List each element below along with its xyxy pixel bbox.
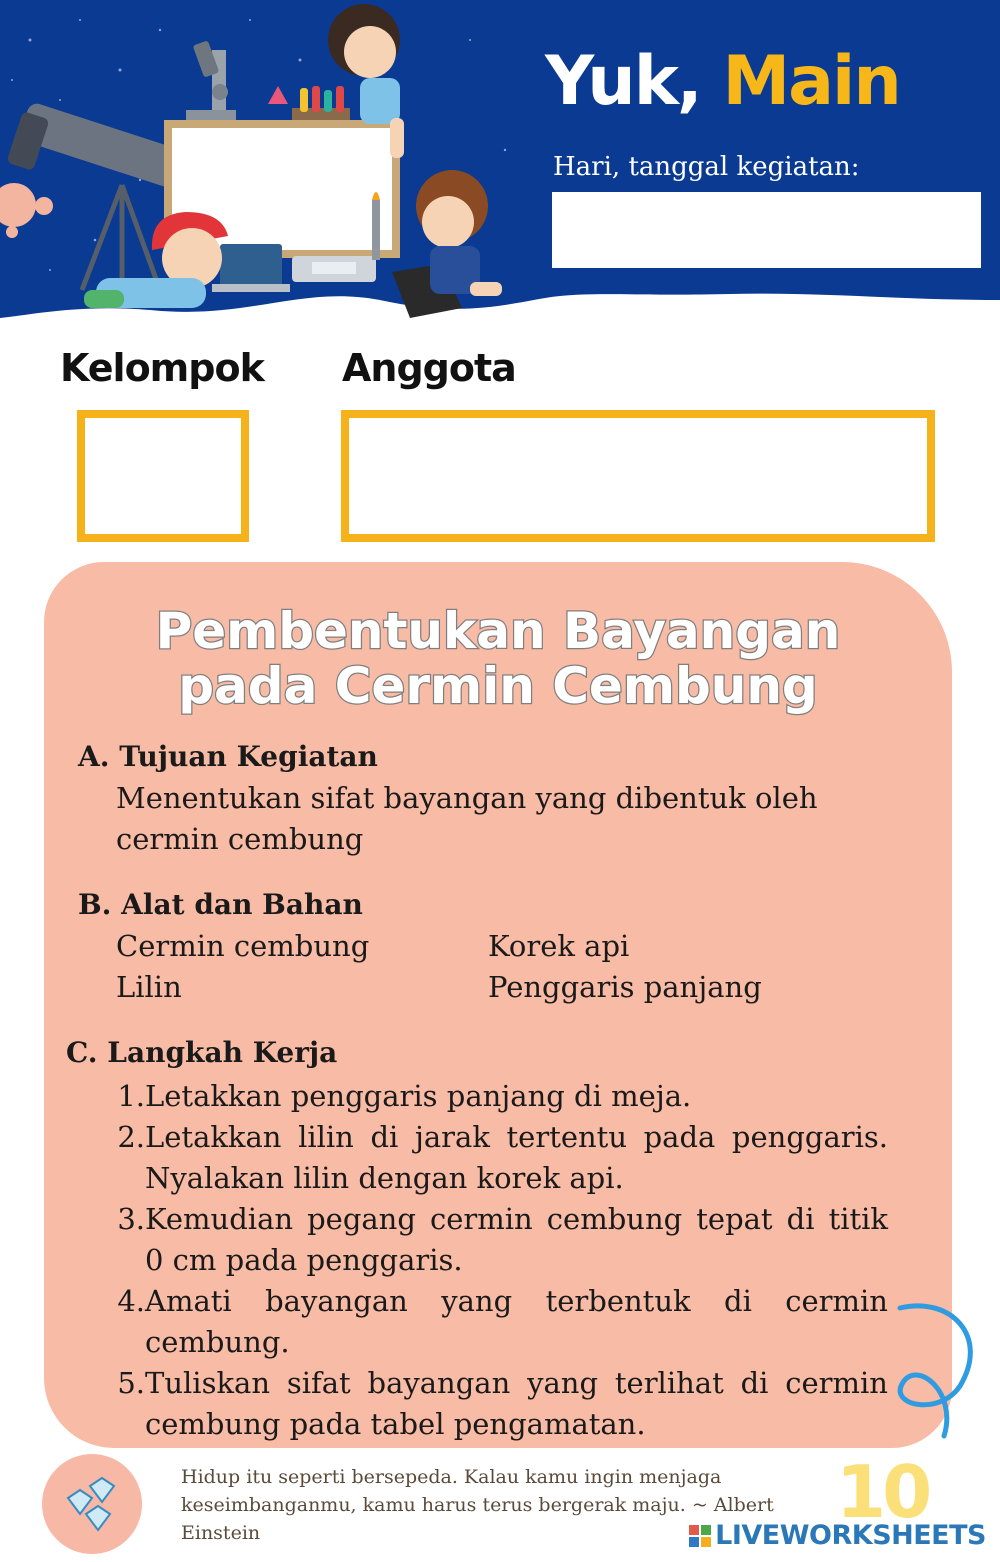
squiggle-decoration (880, 1296, 990, 1456)
page-number: 10 (836, 1450, 929, 1534)
step-number: 3. (117, 1202, 145, 1236)
material-item: Penggaris panjang (488, 970, 762, 1004)
step-item (116, 1076, 888, 1117)
step-text: Kemudian pegang cermin cembung tepat di titik 0 cm pada penggaris. (145, 1202, 888, 1277)
page-title (545, 42, 900, 121)
step-number: 5. (117, 1366, 145, 1400)
step-item (116, 1199, 888, 1281)
liveworksheets-logo: LIVEWORKSHEETS (689, 1520, 986, 1551)
anggota-label: Anggota (342, 346, 516, 390)
step-number: 4. (117, 1284, 145, 1318)
logo-icon (689, 1525, 711, 1547)
date-input-field[interactable] (552, 192, 981, 268)
material-item: Cermin cembung (116, 929, 370, 963)
step-item (116, 1281, 888, 1363)
step-text: Letakkan lilin di jarak tertentu pada penggaris. Nyalakan lilin dengan korek api. (145, 1120, 888, 1195)
kelompok-label: Kelompok (60, 346, 264, 390)
diamond-badge (40, 1452, 144, 1556)
section-a-heading: A. Tujuan Kegiatan (78, 740, 378, 773)
section-a-text-line-1: Menentukan sifat bayangan yang dibentuk oleh (116, 781, 818, 815)
step-text: Letakkan penggaris panjang di meja. (145, 1079, 692, 1113)
step-number: 2. (117, 1120, 145, 1154)
step-number: 1. (117, 1079, 145, 1113)
card-title-line-1: Pembentukan Bayangan (155, 602, 841, 660)
kelompok-input-box[interactable] (77, 410, 249, 542)
quote-text: Hidup itu seperti bersepeda. Kalau kamu ingin menjaga keseimbanganmu, kamu harus terus bergerak maju. ~ Albert Einstein (181, 1466, 774, 1544)
card-title (44, 604, 952, 714)
anggota-input-box[interactable] (341, 410, 935, 542)
step-item (116, 1117, 888, 1199)
step-text: Amati bayangan yang terbentuk di cermin cembung. (145, 1284, 888, 1359)
material-item: Lilin (116, 970, 182, 1004)
section-a-text-line-2: cermin cembung (116, 822, 364, 856)
section-c-heading: C. Langkah Kerja (66, 1036, 338, 1069)
step-item (116, 1363, 888, 1445)
section-b-heading: B. Alat dan Bahan (78, 888, 363, 921)
title-word-yuk: Yuk, (545, 42, 701, 121)
date-label: Hari, tanggal kegiatan: (553, 152, 860, 182)
title-word-main: Main (722, 42, 900, 121)
card-title-line-2: pada Cermin Cembung (178, 657, 818, 715)
step-text: Tuliskan sifat bayangan yang terlihat di cermin cembung pada tabel pengamatan. (145, 1366, 888, 1441)
material-item: Korek api (488, 929, 630, 963)
